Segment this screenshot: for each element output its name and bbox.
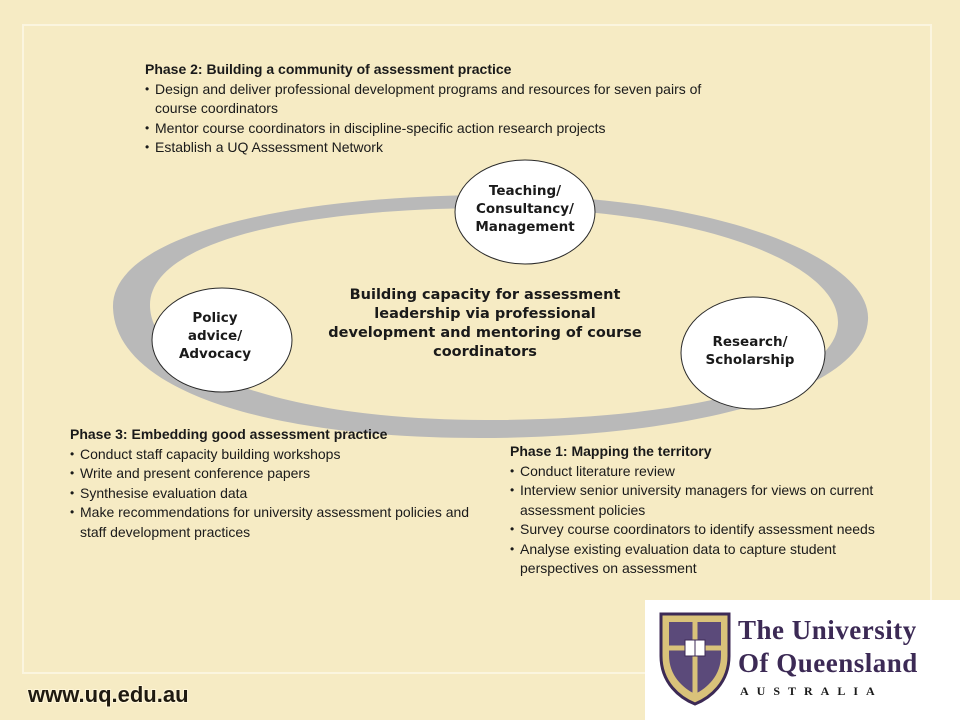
node-research-label: Research/ Scholarship: [705, 334, 795, 368]
phase3-item: • Conduct staff capacity building workshops: [70, 445, 470, 465]
phase3-list: [70, 445, 470, 543]
university-logo: [645, 600, 960, 720]
logo-line1: The University: [738, 615, 917, 645]
phase2-item: • Mentor course coordinators in discipline-specific action research projects: [145, 119, 705, 139]
crest-icon: [655, 608, 735, 708]
phase2-item: • Design and deliver professional development programs and resources for seven pairs of course coordinators: [145, 80, 705, 119]
phase1-item: • Survey course coordinators to identify assessment needs: [510, 520, 910, 540]
phase1-list: [510, 462, 910, 579]
phase1-item: • Conduct literature review: [510, 462, 910, 482]
phase3-item: • Make recommendations for university assessment policies and staff development practices: [70, 503, 470, 542]
phase1-item: • Analyse existing evaluation data to capture student perspectives on assessment: [510, 540, 910, 579]
phase2-block: [145, 60, 705, 158]
phase2-list: [145, 80, 705, 158]
logo-country: AUSTRALIA: [740, 684, 883, 698]
node-teaching-label: Teaching/ Consultancy/ Management: [475, 183, 575, 235]
phase2-title: Phase 2: Building a community of assessment practice: [145, 61, 512, 77]
center-statement: Building capacity for assessment leadership via professional development and mentoring of course coordinators: [328, 287, 642, 360]
phase1-block: [510, 442, 910, 579]
phase1-item: • Interview senior university managers for views on current assessment policies: [510, 481, 910, 520]
phase3-title: Phase 3: Embedding good assessment practice: [70, 426, 388, 442]
phase3-item: • Write and present conference papers: [70, 464, 470, 484]
phase3-item: • Synthesise evaluation data: [70, 484, 470, 504]
phase2-item: • Establish a UQ Assessment Network: [145, 138, 705, 158]
logo-line2: Of Queensland: [738, 648, 918, 678]
node-policy-label: Policy advice/ Advocacy: [178, 310, 252, 362]
phase3-block: [70, 425, 470, 542]
phase1-title: Phase 1: Mapping the territory: [510, 443, 712, 459]
website-link[interactable]: www.uq.edu.au: [28, 682, 189, 707]
